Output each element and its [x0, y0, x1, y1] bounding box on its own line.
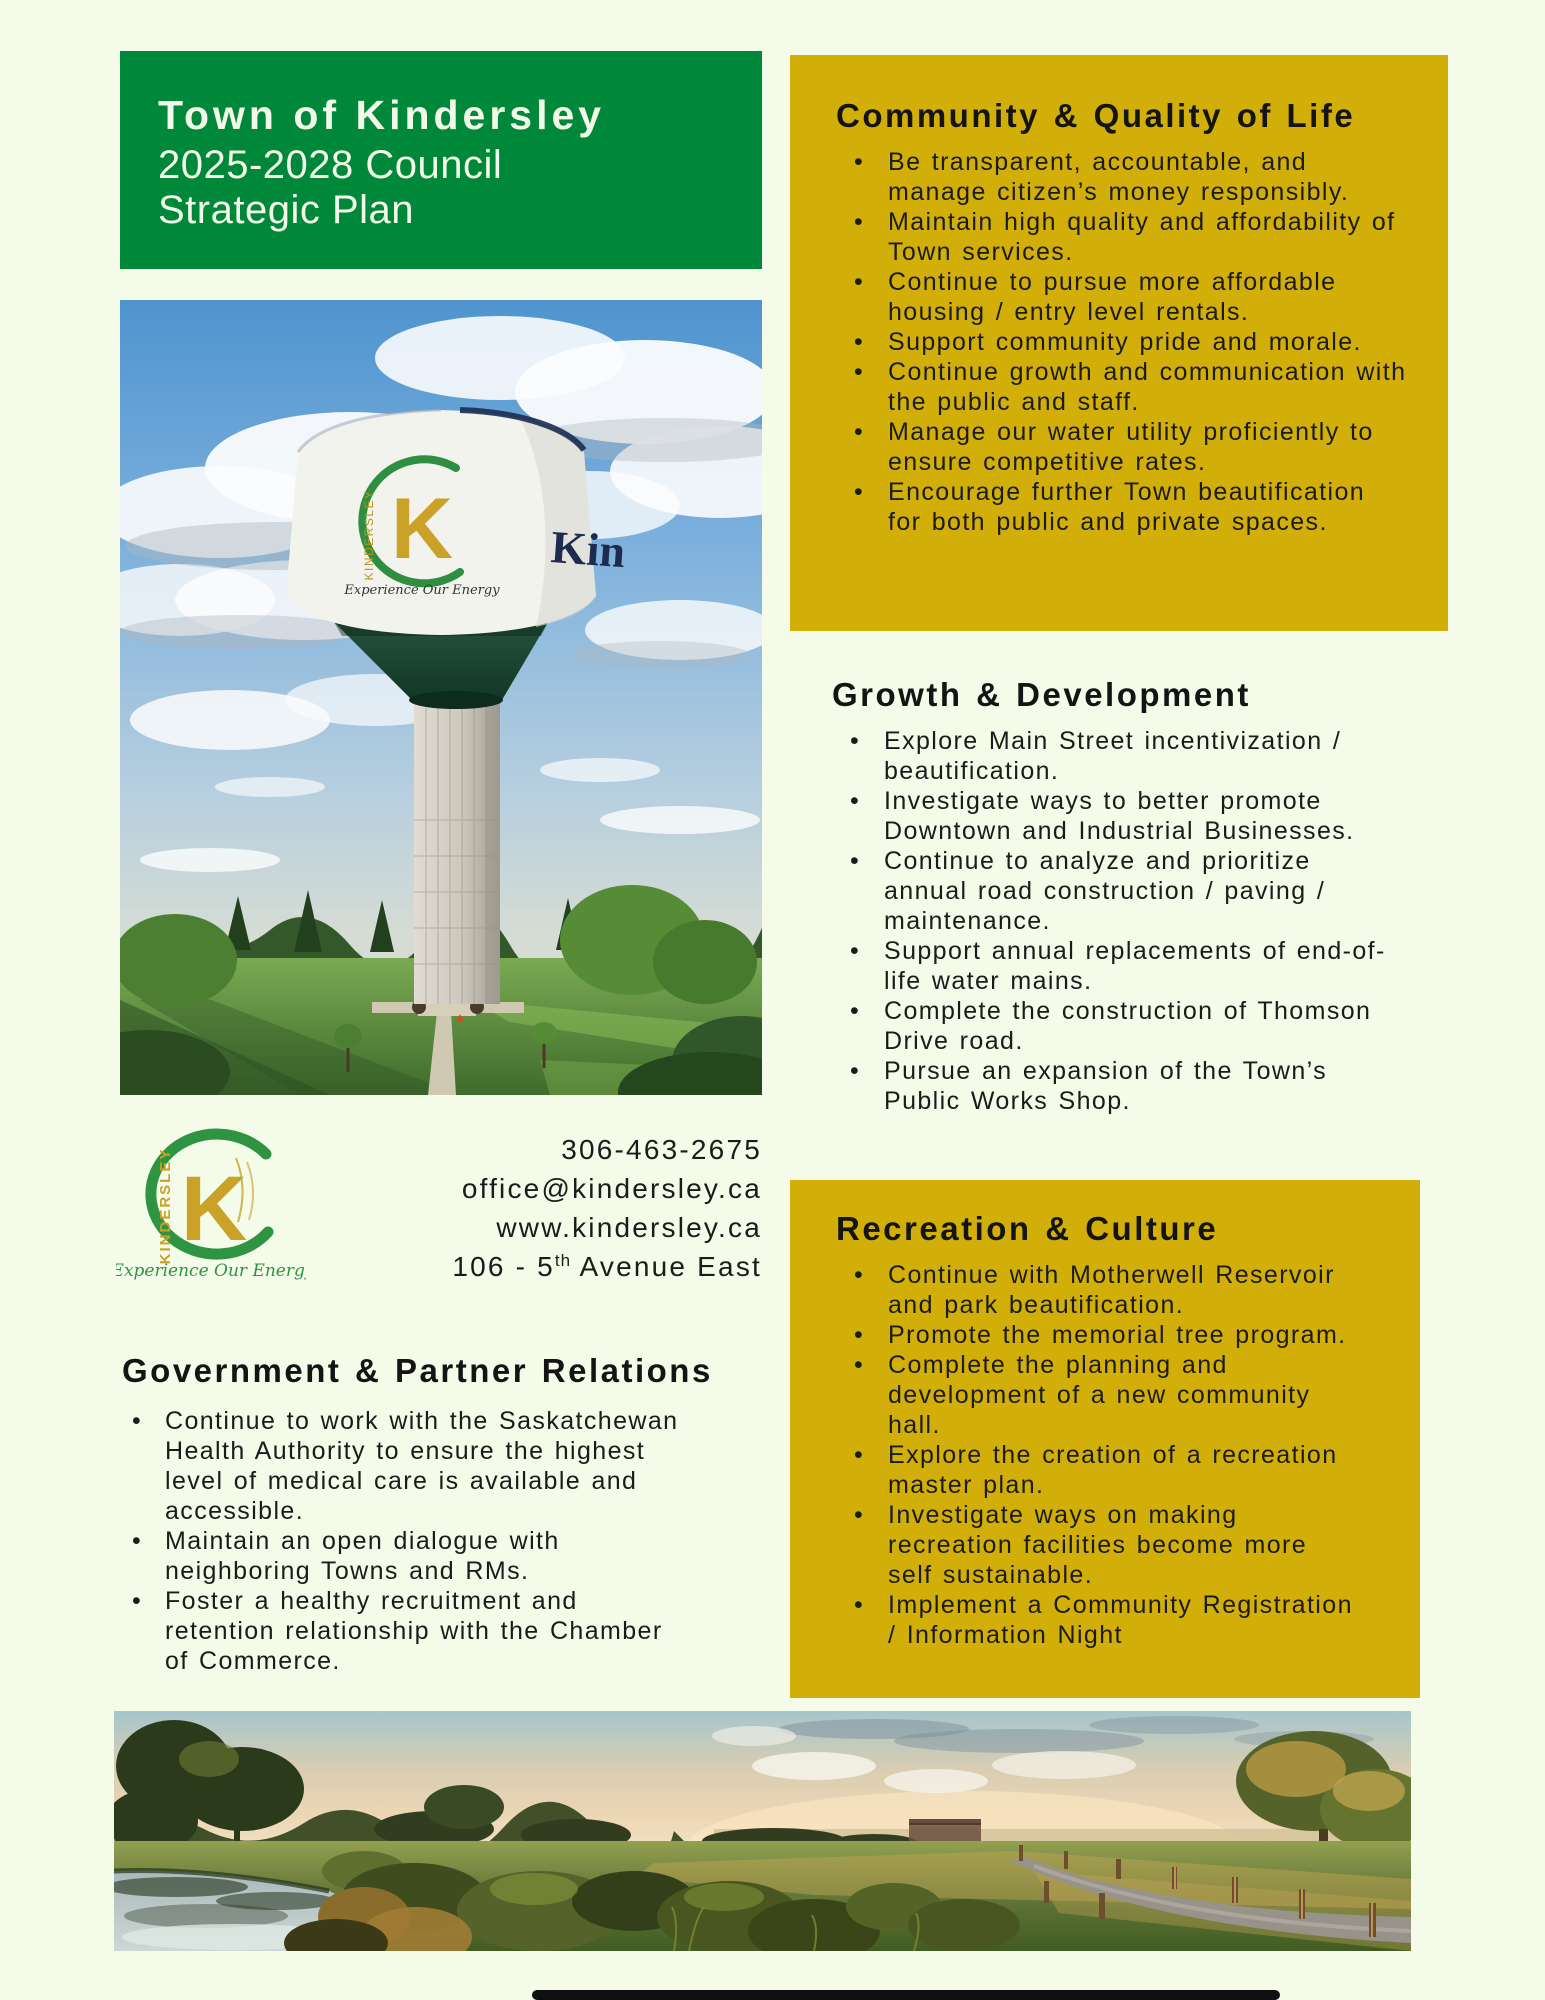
page-subtitle-line1: 2025-2028 Council	[158, 143, 503, 187]
bullet-item: • Explore Main Street incentivization / beautification.	[832, 726, 1404, 786]
tank-town-name-text: Kin	[549, 521, 627, 578]
bullet-item: • Continue to work with the Saskatchewan Health Authority to ensure the highest level of medical care is available and accessible.	[122, 1406, 685, 1526]
contact-block	[452, 1130, 762, 1290]
growth-bullet-list	[832, 726, 1490, 1116]
tank-logo-tagline: Experience Our Energy	[344, 583, 500, 598]
bullet-item: • Continue with Motherwell Reservoir and park beautification.	[836, 1260, 1358, 1320]
contact-website: www.kindersley.ca	[496, 1212, 762, 1243]
bullet-item: • Implement a Community Registration / Information Night	[836, 1590, 1358, 1650]
bullet-item: • Foster a healthy recruitment and retention relationship with the Chamber of Commerce.	[122, 1586, 685, 1676]
bullet-item: • Explore the creation of a recreation master plan.	[836, 1440, 1358, 1500]
recreation-bullet-list	[836, 1260, 1392, 1650]
section-government	[122, 1352, 822, 1676]
section-government-title: Government & Partner Relations	[122, 1352, 713, 1389]
bullet-item: • Encourage further Town beautification for both public and private spaces.	[836, 477, 1408, 537]
title-block	[120, 51, 762, 269]
government-bullet-list	[122, 1406, 822, 1676]
bullet-item: • Complete the construction of Thomson Drive road.	[832, 996, 1404, 1056]
section-growth	[790, 676, 1490, 1116]
bullet-item: • Investigate ways on making recreation facilities become more self sustainable.	[836, 1500, 1358, 1590]
kindersley-logo-graphic	[116, 1126, 306, 1294]
contact-phone: 306-463-2675	[561, 1134, 762, 1165]
water-tower-photo	[120, 300, 762, 1095]
logo-monogram: K	[180, 1158, 248, 1260]
bullet-item: • Complete the planning and development of a new community hall.	[836, 1350, 1358, 1440]
bullet-item: • Promote the memorial tree program.	[836, 1320, 1358, 1350]
bullet-item: • Investigate ways to better promote Downtown and Industrial Businesses.	[832, 786, 1404, 846]
bullet-item: • Continue to pursue more affordable housing / entry level rentals.	[836, 267, 1408, 327]
bullet-item: • Maintain an open dialogue with neighboring Towns and RMs.	[122, 1526, 685, 1586]
section-recreation	[790, 1180, 1420, 1698]
section-community	[790, 55, 1448, 631]
prairie-sunset-illustration	[114, 1711, 1411, 1951]
home-indicator	[532, 1990, 1280, 2000]
bullet-item: • Pursue an expansion of the Town’s Public Works Shop.	[832, 1056, 1404, 1116]
contact-email: office@kindersley.ca	[461, 1173, 762, 1204]
bullet-item: • Be transparent, accountable, and manage citizen’s money responsibly.	[836, 147, 1408, 207]
water-tower-illustration	[120, 300, 762, 1095]
prairie-sunset-photo	[114, 1711, 1411, 1951]
address-ordinal-sup: th	[554, 1251, 572, 1270]
logo-wordmark: KINDERSLEY	[157, 1147, 174, 1265]
kindersley-logo	[116, 1126, 306, 1294]
logo-tagline: Experience Our Energy	[116, 1261, 306, 1281]
section-recreation-title: Recreation & Culture	[836, 1210, 1219, 1247]
bullet-item: • Continue growth and communication with the public and staff.	[836, 357, 1408, 417]
bullet-item: • Support annual replacements of end-of-life water mains.	[832, 936, 1404, 996]
tank-logo-wordmark: KINDERSLEY	[362, 489, 376, 581]
page-title: Town of Kindersley	[158, 92, 606, 138]
section-community-title: Community & Quality of Life	[836, 97, 1356, 134]
bullet-item: • Continue to analyze and prioritize annual road construction / paving / maintenance.	[832, 846, 1404, 936]
bullet-item: • Maintain high quality and affordability of Town services.	[836, 207, 1408, 267]
section-growth-title: Growth & Development	[832, 676, 1251, 713]
bullet-item: • Support community pride and morale.	[836, 327, 1408, 357]
bullet-item: • Manage our water utility proficiently to ensure competitive rates.	[836, 417, 1408, 477]
tank-logo-monogram: K	[390, 481, 454, 577]
community-bullet-list	[836, 147, 1410, 537]
page-subtitle-line2: Strategic Plan	[158, 188, 415, 232]
contact-address: 106 - 5th Avenue East	[452, 1251, 762, 1282]
